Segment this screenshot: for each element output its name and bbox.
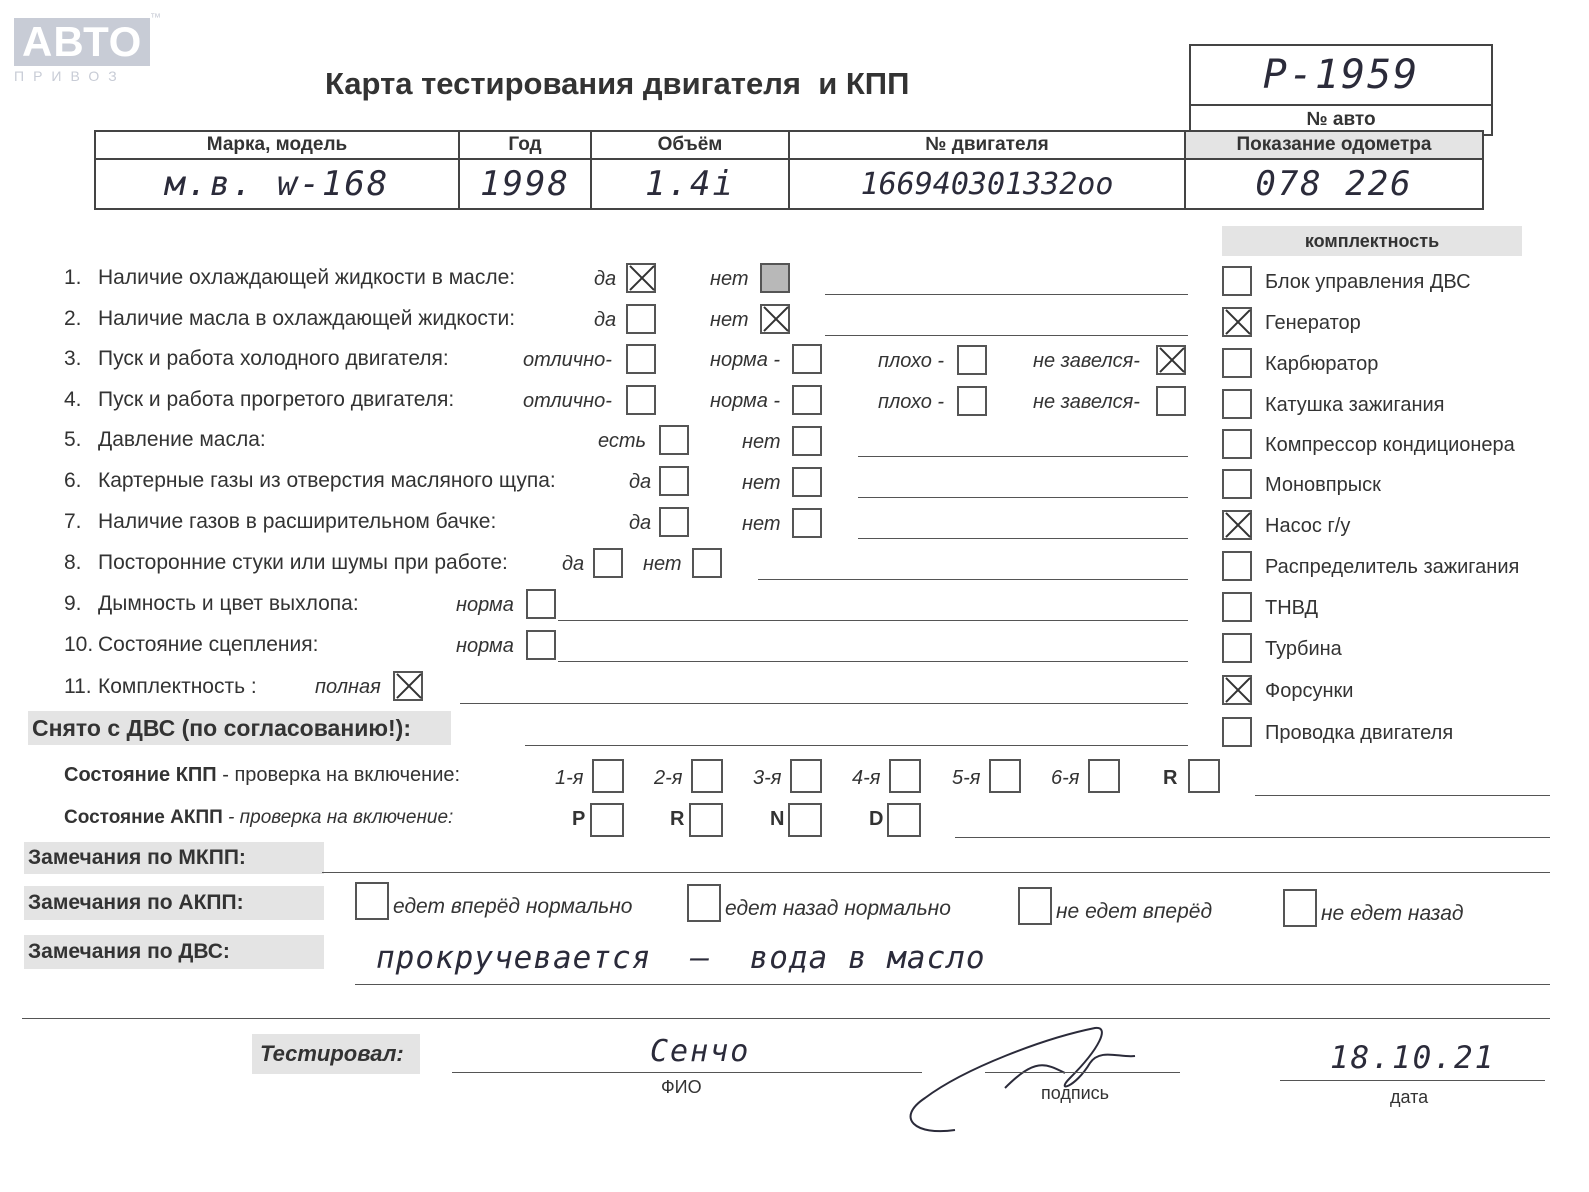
kpp-gear-1-checkbox[interactable] (592, 759, 624, 793)
q3-nostart-checkbox[interactable] (1156, 345, 1186, 375)
tested-name: Сенчо (650, 1034, 751, 1069)
akpp-no-forward-checkbox[interactable] (1018, 887, 1052, 925)
remarks-dvs-value: прокручевается — вода в масло (376, 940, 986, 976)
value-engine-number: 166940301332oo (789, 159, 1185, 209)
akpp-forward-ok-checkbox[interactable] (355, 882, 389, 920)
q6-opt-no: нет (742, 472, 781, 494)
q1-no-checkbox[interactable] (760, 263, 790, 293)
kpp-gear-2-checkbox[interactable] (691, 759, 723, 793)
q7-text: Наличие газов в расширительном бачке: (98, 510, 497, 533)
akpp-reverse-ok-label: едет назад нормально (725, 897, 951, 920)
q4-nostart-checkbox[interactable] (1156, 386, 1186, 416)
value-year: 1998 (459, 159, 591, 209)
akpp-no-forward-label: не едет вперёд (1056, 900, 1213, 923)
q2-opt-yes: да (594, 309, 617, 331)
kpp-gear-5-checkbox[interactable] (989, 759, 1021, 793)
kit-label-injectors: Форсунки (1265, 680, 1354, 702)
kit-label-injection-pump: ТНВД (1265, 597, 1319, 619)
q2-yes-checkbox[interactable] (626, 304, 656, 334)
kit-checkbox-mono-injection[interactable] (1222, 469, 1252, 499)
logo-subtext: ПРИВОЗ (14, 68, 126, 84)
kit-checkbox-ac-compressor[interactable] (1222, 429, 1252, 459)
q2-no-checkbox[interactable] (760, 304, 790, 334)
tested-date-caption: дата (1390, 1087, 1429, 1107)
akpp-mode-d-checkbox[interactable] (887, 803, 921, 837)
q4-opt-bad: плохо - (878, 391, 945, 413)
kpp-gear-6-checkbox[interactable] (1088, 759, 1120, 793)
q6-opt-yes: да (629, 471, 652, 493)
akpp-forward-ok-label: едет вперёд нормально (393, 895, 633, 918)
q4-opt-nostart: не завелся- (1033, 391, 1140, 413)
tested-date: 18.10.21 (1330, 1040, 1496, 1076)
kit-label-generator: Генератор (1265, 312, 1361, 334)
auto-number-label: № авто (1306, 109, 1376, 130)
q3-opt-normal: норма - (710, 349, 781, 371)
akpp-mode-p-label: P (572, 808, 586, 830)
akpp-label: Состояние АКПП (64, 807, 223, 828)
q7-opt-no: нет (742, 513, 781, 535)
akpp-suffix: - проверка на включение: (222, 807, 454, 828)
kit-checkbox-ignition-coil[interactable] (1222, 389, 1252, 419)
tested-name-line (452, 1072, 922, 1073)
q9-note-line (558, 620, 1188, 621)
q8-text: Посторонние стуки или шумы при работе: (98, 551, 508, 574)
remarks-dvs-line (355, 984, 1550, 985)
akpp-line (955, 837, 1550, 838)
q7-no-checkbox[interactable] (792, 508, 822, 538)
q2-number: 2. (64, 307, 82, 330)
q5-opt-no: нет (742, 431, 781, 453)
kit-label-distributor: Распределитель зажигания (1265, 556, 1520, 578)
kit-label-wiring: Проводка двигателя (1265, 722, 1454, 744)
q8-number: 8. (64, 551, 82, 574)
kit-label-ac-compressor: Компрессор кондиционера (1265, 434, 1515, 456)
akpp-no-reverse-checkbox[interactable] (1283, 889, 1317, 927)
q4-excellent-checkbox[interactable] (626, 385, 656, 415)
q8-opt-no: нет (643, 553, 682, 575)
tested-date-line (1280, 1080, 1545, 1081)
akpp-reverse-ok-checkbox[interactable] (687, 884, 721, 922)
q1-yes-checkbox[interactable] (626, 263, 656, 293)
col-year: Год (459, 131, 591, 159)
col-engine-number: № двигателя (789, 131, 1185, 159)
q11-full-checkbox[interactable] (393, 671, 423, 701)
kpp-row-label (64, 764, 460, 787)
q11-opt-full: полная (315, 676, 381, 698)
q8-no-checkbox[interactable] (692, 548, 722, 578)
q6-text: Картерные газы из отверстия масляного щупа: (98, 469, 556, 492)
q6-note-line (858, 497, 1188, 498)
remarks-mkpp-label: Замечания по МКПП: (24, 842, 324, 874)
remarks-akpp-label: Замечания по АКПП: (24, 886, 324, 920)
vehicle-header-table (94, 130, 1484, 210)
kit-label-carburetor: Карбюратор (1265, 353, 1379, 375)
q11-note-line (460, 703, 1188, 704)
col-make-model: Марка, модель (95, 131, 459, 159)
q4-text: Пуск и работа прогретого двигателя: (98, 388, 455, 411)
akpp-no-reverse-label: не едет назад (1321, 902, 1464, 925)
page-title: Карта тестирования двигателя и КПП (325, 66, 910, 101)
akpp-mode-r-checkbox[interactable] (689, 803, 723, 837)
q11-text: Комплектность : (98, 675, 257, 698)
tested-label: Тестировал: (252, 1034, 420, 1074)
akpp-mode-p-checkbox[interactable] (590, 803, 624, 837)
auto-number-value: Р-1959 (1191, 46, 1491, 106)
q1-opt-yes: да (594, 268, 617, 290)
q10-number: 10. (64, 633, 94, 656)
q2-opt-no: нет (710, 309, 749, 331)
q1-note-line (825, 294, 1188, 295)
kit-checkbox-ecu[interactable] (1222, 266, 1252, 296)
q8-yes-checkbox[interactable] (593, 548, 623, 578)
q10-text: Состояние сцепления: (98, 633, 319, 656)
col-volume: Объём (591, 131, 789, 159)
kpp-label: Состояние КПП (64, 764, 217, 786)
kpp-gear-r-checkbox[interactable] (1188, 759, 1220, 793)
kpp-gear-4-label: 4-я (852, 767, 881, 789)
removed-line (525, 745, 1188, 746)
signature (895, 1018, 1175, 1138)
kpp-gear-4-checkbox[interactable] (889, 759, 921, 793)
q9-text: Дымность и цвет выхлопа: (98, 592, 359, 615)
remarks-dvs-label: Замечания по ДВС: (24, 935, 324, 969)
akpp-mode-r-label: R (670, 808, 685, 830)
akpp-mode-n-checkbox[interactable] (788, 803, 822, 837)
q10-opt-normal: норма (456, 635, 514, 657)
logo-box: АВТО (14, 18, 150, 66)
kpp-gear-6-label: 6-я (1051, 767, 1080, 789)
q7-note-line (858, 538, 1188, 539)
value-make-model: м.в. w-168 (95, 159, 459, 209)
q4-opt-normal: норма - (710, 390, 781, 412)
remarks-dvs-line-2 (22, 1018, 1550, 1019)
q8-opt-yes: да (562, 553, 585, 575)
q8-note-line (758, 579, 1188, 580)
logo (14, 18, 150, 84)
tested-name-caption: ФИО (661, 1077, 702, 1097)
q10-note-line (558, 661, 1188, 662)
akpp-mode-d-label: D (869, 808, 884, 830)
kit-checkbox-wiring[interactable] (1222, 717, 1252, 747)
kit-checkbox-generator[interactable] (1222, 307, 1252, 337)
q5-text: Давление масла: (98, 428, 266, 451)
q5-no-checkbox[interactable] (792, 426, 822, 456)
removed-label: Снято с ДВС (по согласованию!): (28, 711, 451, 745)
logo-tm: ™ (150, 12, 161, 24)
q2-text: Наличие масла в охлаждающей жидкости: (98, 307, 516, 330)
q6-number: 6. (64, 469, 82, 492)
auto-number-box (1189, 44, 1493, 136)
q3-opt-excellent: отлично- (523, 349, 612, 371)
q1-number: 1. (64, 266, 82, 289)
q7-number: 7. (64, 510, 82, 533)
q4-bad-checkbox[interactable] (957, 386, 987, 416)
q5-number: 5. (64, 428, 82, 451)
q4-normal-checkbox[interactable] (792, 385, 822, 415)
q3-excellent-checkbox[interactable] (626, 344, 656, 374)
q3-opt-bad: плохо - (878, 350, 945, 372)
q4-opt-excellent: отлично- (523, 390, 612, 412)
q7-yes-checkbox[interactable] (659, 507, 689, 537)
q10-normal-checkbox[interactable] (526, 630, 556, 660)
q3-text: Пуск и работа холодного двигателя: (98, 347, 449, 370)
value-odometer: 078 226 (1185, 159, 1483, 209)
kit-checkbox-power-steering-pump[interactable] (1222, 510, 1252, 540)
q3-number: 3. (64, 347, 82, 370)
kit-checkbox-injectors[interactable] (1222, 675, 1252, 705)
col-odometer: Показание одометра (1185, 131, 1483, 159)
q9-number: 9. (64, 592, 82, 615)
akpp-mode-n-label: N (770, 808, 785, 830)
q7-opt-yes: да (629, 512, 652, 534)
kpp-gear-r-label: R (1163, 767, 1178, 789)
kit-label-mono-injection: Моновпрыск (1265, 474, 1381, 496)
kit-checkbox-distributor[interactable] (1222, 551, 1252, 581)
kit-title: комплектность (1222, 226, 1522, 256)
q4-number: 4. (64, 388, 82, 411)
q5-opt-yes: есть (598, 430, 647, 452)
kit-label-turbine: Турбина (1265, 638, 1342, 660)
kit-label-power-steering-pump: Насос г/у (1265, 515, 1351, 537)
kit-checkbox-injection-pump[interactable] (1222, 592, 1252, 622)
kpp-gear-3-checkbox[interactable] (790, 759, 822, 793)
kit-label-ecu: Блок управления ДВС (1265, 271, 1471, 293)
kpp-gear-5-label: 5-я (952, 767, 981, 789)
kpp-suffix: - проверка на включение: (216, 764, 461, 786)
remarks-mkpp-line (322, 872, 1550, 873)
q2-note-line (825, 335, 1188, 336)
q3-normal-checkbox[interactable] (792, 344, 822, 374)
q9-normal-checkbox[interactable] (526, 589, 556, 619)
kpp-gear-1-label: 1-я (555, 767, 584, 789)
q9-opt-normal: норма (456, 594, 514, 616)
kit-checkbox-carburetor[interactable] (1222, 348, 1252, 378)
kit-checkbox-turbine[interactable] (1222, 633, 1252, 663)
kpp-gear-3-label: 3-я (753, 767, 782, 789)
kit-label-ignition-coil: Катушка зажигания (1265, 394, 1445, 416)
q11-number: 11. (64, 675, 92, 698)
q6-no-checkbox[interactable] (792, 467, 822, 497)
q3-opt-nostart: не завелся- (1033, 350, 1140, 372)
q5-note-line (858, 456, 1188, 457)
kpp-gear-2-label: 2-я (654, 767, 683, 789)
kpp-line (1255, 795, 1550, 796)
q3-bad-checkbox[interactable] (957, 345, 987, 375)
q6-yes-checkbox[interactable] (659, 466, 689, 496)
q1-opt-no: нет (710, 268, 749, 290)
tested-sign-line (985, 1072, 1180, 1073)
tested-sign-caption: подпись (1041, 1083, 1110, 1103)
akpp-row-label (64, 807, 453, 829)
q5-yes-checkbox[interactable] (659, 425, 689, 455)
q1-text: Наличие охлаждающей жидкости в масле: (98, 266, 516, 289)
value-volume: 1.4i (591, 159, 789, 209)
